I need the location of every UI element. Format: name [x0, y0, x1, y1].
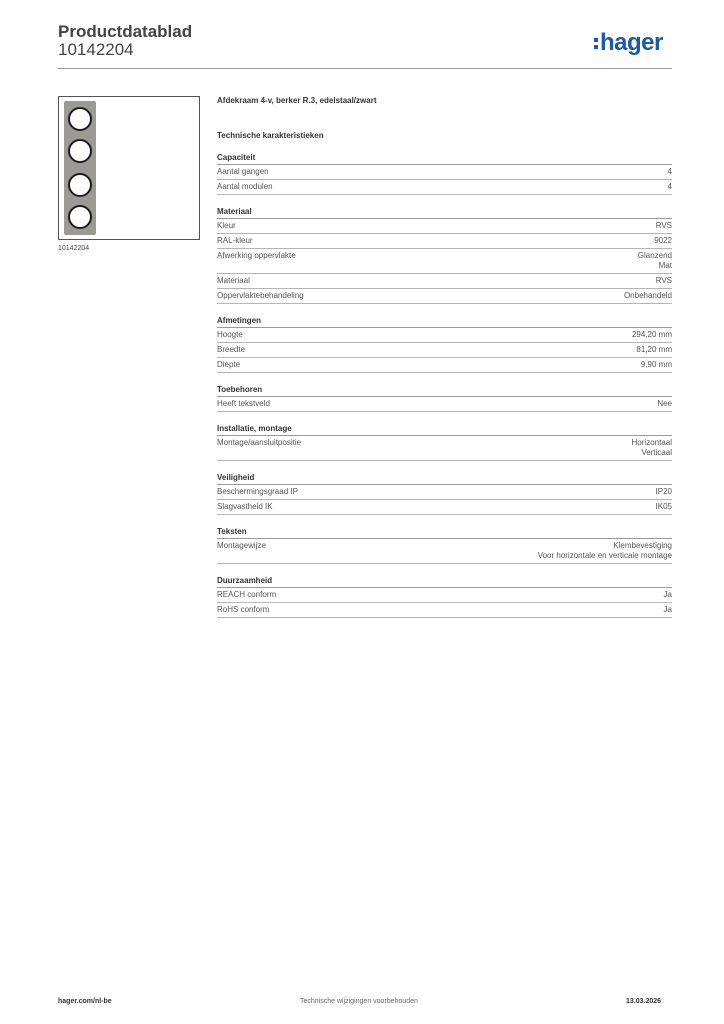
spec-label: Aantal gangen: [217, 167, 269, 176]
spec-row: [217, 397, 672, 412]
spec-label: Kleur: [217, 221, 236, 230]
spec-row: [217, 219, 672, 234]
spec-value: [636, 345, 672, 355]
spec-row: [217, 180, 672, 195]
spec-label: RoHS conform: [217, 605, 270, 614]
spec-label: Afwerking oppervlakte: [217, 251, 296, 260]
spec-value-line: Verticaal: [641, 448, 672, 457]
spec-value: [632, 330, 672, 340]
spec-row: [217, 588, 672, 603]
spec-value: [656, 221, 672, 231]
spec-row: [217, 343, 672, 358]
spec-value-line: Glanzend: [637, 251, 672, 260]
spec-value-line: Ja: [663, 590, 672, 599]
spec-label: Hoogte: [217, 330, 243, 339]
spec-value-line: Nee: [657, 399, 672, 408]
spec-label: Heeft tekstveld: [217, 399, 270, 408]
section-title: Toebehoren: [217, 383, 672, 397]
spec-value-line: Horizontaal: [631, 438, 672, 447]
product-image: [58, 96, 200, 240]
section-title: Afmetingen: [217, 314, 672, 328]
spec-label: RAL-kleur: [217, 236, 253, 245]
spec-label: Diepte: [217, 360, 241, 369]
spec-section: [217, 151, 672, 195]
spec-section: [217, 574, 672, 618]
spec-row: [217, 358, 672, 373]
section-title: Installatie, montage: [217, 422, 672, 436]
spec-section: [217, 525, 672, 564]
spec-section: [217, 205, 672, 304]
hager-logo: [594, 30, 663, 56]
spec-value-line: Voor horizontale en verticale montage: [537, 551, 672, 560]
spec-row: [217, 539, 672, 564]
spec-section: [217, 383, 672, 412]
spec-section: [217, 471, 672, 515]
spec-value: [668, 182, 672, 192]
cover-frame: [64, 101, 96, 235]
footer-date: 13.03.2026: [626, 998, 662, 1005]
spec-value-line: 294,20 mm: [631, 330, 672, 339]
spec-value: [624, 291, 672, 301]
spec-row: [217, 436, 672, 461]
spec-value-line: Onbehandeld: [623, 291, 672, 300]
spec-label: Beschermingsgraad IP: [217, 487, 298, 496]
spec-row: [217, 485, 672, 500]
spec-row: [217, 289, 672, 304]
spec-value: [657, 399, 672, 409]
spec-row: [217, 249, 672, 274]
spec-label: Breedte: [217, 345, 246, 354]
socket-opening: [68, 107, 92, 131]
spec-label: Slagvastheid IK: [217, 502, 273, 511]
spec-value: [641, 360, 672, 370]
spec-value-line: 9022: [654, 236, 672, 245]
section-title: Capaciteit: [217, 151, 672, 165]
section-title: Veiligheid: [217, 471, 672, 485]
spec-value: [638, 251, 672, 271]
logo-dots-icon: [594, 38, 598, 49]
section-title: Teksten: [217, 525, 672, 539]
spec-value-line: IP20: [655, 487, 672, 496]
spec-row: [217, 165, 672, 180]
spec-value: [656, 487, 672, 497]
socket-opening: [68, 139, 92, 163]
spec-label: REACH conform: [217, 590, 277, 599]
spec-sections: [217, 151, 672, 618]
spec-value-line: Ja: [663, 605, 672, 614]
spec-section: [217, 422, 672, 461]
spec-content: [217, 94, 672, 618]
spec-value: [656, 502, 672, 512]
spec-row: [217, 500, 672, 515]
spec-value-line: Klembevestiging: [613, 541, 672, 550]
spec-label: Montagewijze: [217, 541, 266, 550]
section-title: Duurzaamheid: [217, 574, 672, 588]
product-title: Afdekraam 4-v, berker R.3, edelstaal/zwart: [217, 96, 377, 105]
spec-value-line: RVS: [655, 221, 672, 230]
footer-disclaimer: Technische wijzigingen voorbehouden: [300, 998, 418, 1005]
spec-row: [217, 603, 672, 618]
spec-value-line: 9,90 mm: [640, 360, 672, 369]
spec-value: [664, 590, 672, 600]
spec-section: [217, 314, 672, 373]
socket-opening: [68, 173, 92, 197]
header-divider: [58, 68, 672, 69]
page-title: Productdatablad: [58, 22, 193, 41]
spec-value-line: 4: [667, 167, 672, 176]
spec-value-line: 81,20 mm: [636, 345, 672, 354]
footer-website[interactable]: hager.com/nl-be: [58, 998, 112, 1005]
spec-row: [217, 234, 672, 249]
logo-text: hager: [600, 29, 663, 56]
spec-label: Materiaal: [217, 276, 250, 285]
article-number: 10142204: [58, 40, 134, 59]
spec-label: Montage/aansluitpositie: [217, 438, 302, 447]
spec-row: [217, 328, 672, 343]
image-caption: 10142204: [58, 245, 90, 252]
spec-value: [538, 541, 672, 561]
spec-value-line: 4: [667, 182, 672, 191]
spec-value: [664, 605, 672, 615]
spec-value-line: RVS: [655, 276, 672, 285]
spec-value: [668, 167, 672, 177]
section-title: Materiaal: [217, 205, 672, 219]
spec-value: [632, 438, 672, 458]
spec-value-line: IK05: [655, 502, 672, 511]
spec-label: Oppervlaktebehandeling: [217, 291, 304, 300]
spec-row: [217, 274, 672, 289]
spec-label: Aantal modulen: [217, 182, 273, 191]
spec-value: [656, 276, 672, 286]
spec-value-line: Mat: [658, 261, 672, 270]
spec-value: [654, 236, 672, 246]
tech-heading: Technische karakteristieken: [217, 131, 324, 140]
socket-opening: [68, 205, 92, 229]
